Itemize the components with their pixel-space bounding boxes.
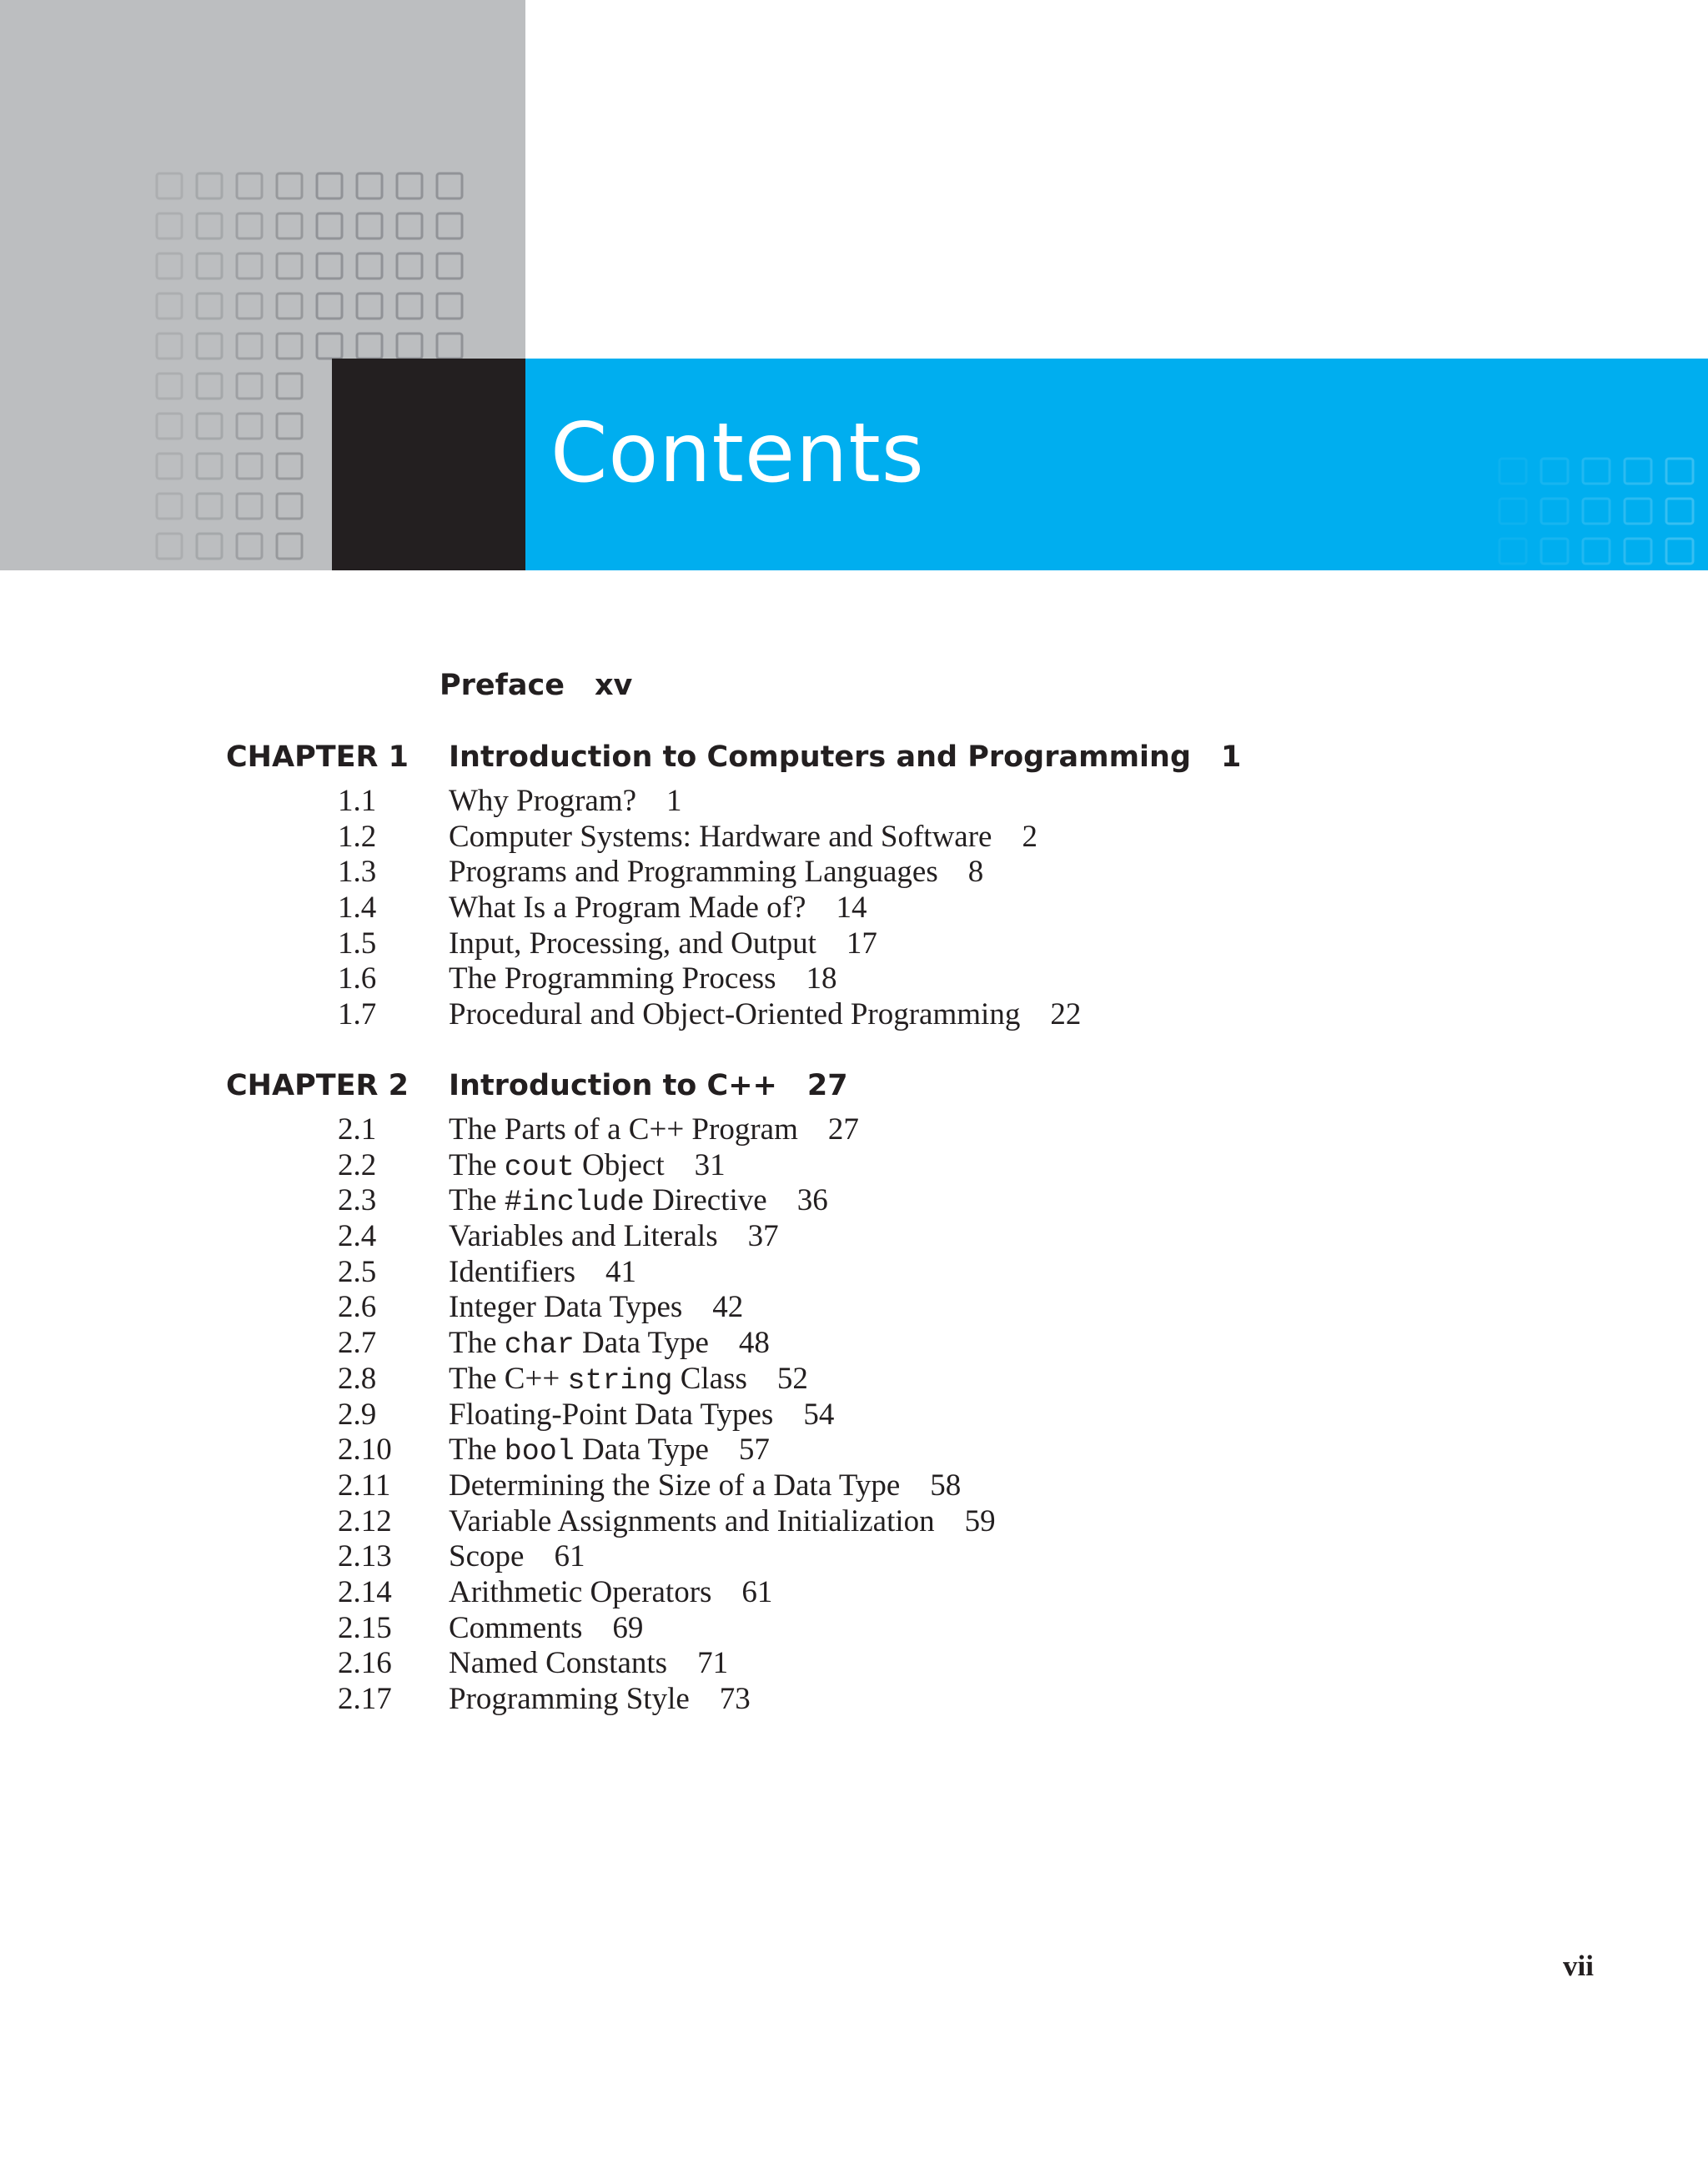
section-title-text: What Is a Program Made of? <box>449 891 806 926</box>
section-title <box>449 1575 772 1611</box>
section-page: 2 <box>1022 819 1037 854</box>
section-number: 2.16 <box>338 1646 392 1681</box>
section-title <box>449 855 983 891</box>
toc-section-entry[interactable] <box>0 891 1708 926</box>
section-title-text: Scope <box>449 1539 525 1574</box>
section-title <box>449 997 1081 1033</box>
section-title-text: Object <box>574 1147 665 1182</box>
section-title-text: The <box>449 1433 505 1468</box>
toc-section-entry[interactable] <box>0 1219 1708 1255</box>
section-page: 41 <box>605 1254 637 1289</box>
section-page: 27 <box>827 1112 859 1147</box>
section-number: 2.11 <box>338 1468 391 1503</box>
section-number: 2.9 <box>338 1397 377 1432</box>
section-number: 1.2 <box>338 819 377 854</box>
section-title-text: Data Type <box>574 1326 709 1361</box>
section-page: 14 <box>836 891 867 926</box>
toc-section-entry[interactable] <box>0 1468 1708 1504</box>
section-number: 2.3 <box>338 1183 377 1218</box>
section-number: 2.4 <box>338 1219 377 1254</box>
section-code-keyword: string <box>567 1363 673 1398</box>
section-title-text: Directive <box>644 1183 767 1218</box>
section-page: 73 <box>719 1682 751 1716</box>
section-number: 1.5 <box>338 926 377 961</box>
toc-section-entry[interactable] <box>0 1112 1708 1148</box>
toc-section-entry[interactable] <box>0 961 1708 997</box>
section-title-text: Integer Data Types <box>449 1290 683 1325</box>
section-title <box>449 1148 726 1186</box>
section-number: 2.7 <box>338 1326 377 1361</box>
section-page: 22 <box>1050 997 1082 1032</box>
section-title-text: Computer Systems: Hardware and Software <box>449 819 992 854</box>
toc-section-entry[interactable] <box>0 1575 1708 1611</box>
section-title-text: Variables and Literals <box>449 1219 718 1254</box>
page-title: Contents <box>550 406 925 501</box>
section-page: 1 <box>666 784 682 818</box>
section-title-text: Data Type <box>574 1433 709 1468</box>
chapter-title[interactable] <box>449 1069 848 1102</box>
toc-section-entry[interactable] <box>0 1539 1708 1575</box>
toc-section-entry[interactable] <box>0 1326 1708 1362</box>
section-title <box>449 1255 636 1291</box>
section-page: 54 <box>803 1397 835 1432</box>
section-title-text: Floating-Point Data Types <box>449 1397 774 1432</box>
section-title-text: Class <box>672 1361 747 1396</box>
section-title <box>449 1646 728 1682</box>
section-title-text: Identifiers <box>449 1254 576 1289</box>
section-title <box>449 1433 770 1470</box>
chapter-title[interactable] <box>449 740 1241 774</box>
section-code-keyword: cout <box>504 1150 575 1184</box>
section-title-text: The <box>449 1183 505 1218</box>
section-page: 58 <box>930 1468 962 1503</box>
chapter-page: 27 <box>806 1069 848 1102</box>
section-page: 48 <box>738 1326 770 1361</box>
toc-section-entry[interactable] <box>0 1290 1708 1326</box>
section-page: 18 <box>806 961 837 996</box>
section-number: 2.2 <box>338 1147 377 1182</box>
section-title <box>449 1362 808 1399</box>
section-title-text: Input, Processing, and Output <box>449 926 816 961</box>
preface-label: Preface <box>440 669 565 702</box>
chapter-1-sections <box>0 784 1708 1033</box>
section-title-text: Comments <box>449 1610 583 1645</box>
section-number: 2.8 <box>338 1361 377 1396</box>
page-number: vii <box>1563 1950 1594 1982</box>
section-title-text: The <box>449 1326 505 1361</box>
toc-section-entry[interactable] <box>0 1362 1708 1398</box>
chapter-title-text: Introduction to C++ <box>449 1069 777 1102</box>
section-page: 42 <box>712 1290 744 1325</box>
section-number: 2.6 <box>338 1290 377 1325</box>
section-number: 1.4 <box>338 891 377 926</box>
header-black-block <box>332 359 525 570</box>
toc-section-entry[interactable] <box>0 1148 1708 1184</box>
toc-section-entry[interactable] <box>0 1183 1708 1219</box>
section-page: 36 <box>796 1183 828 1218</box>
section-page: 61 <box>741 1574 773 1609</box>
section-title-text: The Programming Process <box>449 961 776 996</box>
chapter-label: CHAPTER 1 <box>226 740 409 774</box>
section-number: 1.7 <box>338 997 377 1032</box>
toc-section-entry[interactable] <box>0 1504 1708 1540</box>
toc-section-entry[interactable] <box>0 820 1708 856</box>
toc-section-entry[interactable] <box>0 1255 1708 1291</box>
section-number: 2.13 <box>338 1539 392 1574</box>
chapter-2-sections <box>0 1112 1708 1718</box>
chapter-title-text: Introduction to Computers and Programming <box>449 740 1192 774</box>
section-title-text: The Parts of a C++ Program <box>449 1112 798 1147</box>
section-page: 17 <box>846 926 877 961</box>
section-number: 2.1 <box>338 1112 377 1147</box>
section-number: 2.5 <box>338 1254 377 1289</box>
section-title <box>449 1611 643 1647</box>
section-title <box>449 1504 996 1540</box>
section-title <box>449 891 867 926</box>
section-page: 37 <box>747 1219 779 1254</box>
section-title-text: Programs and Programming Languages <box>449 855 938 890</box>
toc-entry-preface[interactable] <box>440 669 632 702</box>
section-title-text: Variable Assignments and Initialization <box>449 1503 935 1538</box>
section-title <box>449 961 837 997</box>
section-number: 2.17 <box>338 1682 392 1716</box>
section-page: 59 <box>964 1503 996 1538</box>
preface-page: xv <box>594 669 633 702</box>
section-code-keyword: #include <box>504 1186 645 1220</box>
section-title-text: Named Constants <box>449 1646 668 1681</box>
section-number: 1.1 <box>338 784 377 818</box>
toc-section-entry[interactable] <box>0 1433 1708 1468</box>
section-page: 8 <box>967 855 984 890</box>
section-title-text: Procedural and Object-Oriented Programming <box>449 997 1021 1032</box>
section-number: 2.10 <box>338 1433 392 1468</box>
section-title-text: The <box>449 1147 505 1182</box>
chapter-page: 1 <box>1221 740 1242 774</box>
toc-section-entry[interactable] <box>0 1611 1708 1647</box>
section-number: 1.3 <box>338 855 377 890</box>
section-title-text: Determining the Size of a Data Type <box>449 1468 901 1503</box>
toc-section-entry[interactable] <box>0 997 1708 1033</box>
section-number: 2.15 <box>338 1610 392 1645</box>
section-code-keyword: bool <box>504 1435 575 1469</box>
section-title <box>449 820 1037 856</box>
section-title <box>449 1468 961 1504</box>
toc-section-entry[interactable] <box>0 1682 1708 1718</box>
section-title-text: Arithmetic Operators <box>449 1574 712 1609</box>
section-title <box>449 784 682 820</box>
section-title <box>449 1112 859 1148</box>
toc-section-entry[interactable] <box>0 1398 1708 1433</box>
section-title-text: Why Program? <box>449 784 637 818</box>
section-number: 2.12 <box>338 1503 392 1538</box>
section-title <box>449 1326 770 1363</box>
section-number: 1.6 <box>338 961 377 996</box>
section-title-text: Programming Style <box>449 1682 690 1716</box>
toc-section-entry[interactable] <box>0 784 1708 820</box>
section-code-keyword: char <box>504 1328 575 1363</box>
section-title <box>449 1290 743 1326</box>
section-page: 31 <box>694 1147 726 1182</box>
chapter-label: CHAPTER 2 <box>226 1069 409 1102</box>
section-title <box>449 1219 779 1255</box>
section-title <box>449 1682 751 1718</box>
section-title <box>449 1398 834 1433</box>
section-page: 57 <box>738 1433 770 1468</box>
toc-section-entry[interactable] <box>0 1646 1708 1682</box>
section-page: 69 <box>612 1610 644 1645</box>
section-page: 61 <box>554 1539 585 1574</box>
decorative-blue-grid <box>1493 442 1708 570</box>
section-title <box>449 1539 585 1575</box>
section-page: 71 <box>697 1646 729 1681</box>
toc-section-entry[interactable] <box>0 926 1708 962</box>
section-page: 52 <box>776 1361 808 1396</box>
section-title-text: The C++ <box>449 1361 568 1396</box>
section-title <box>449 1183 828 1221</box>
section-number: 2.14 <box>338 1574 392 1609</box>
section-title <box>449 926 877 962</box>
toc-section-entry[interactable] <box>0 855 1708 891</box>
